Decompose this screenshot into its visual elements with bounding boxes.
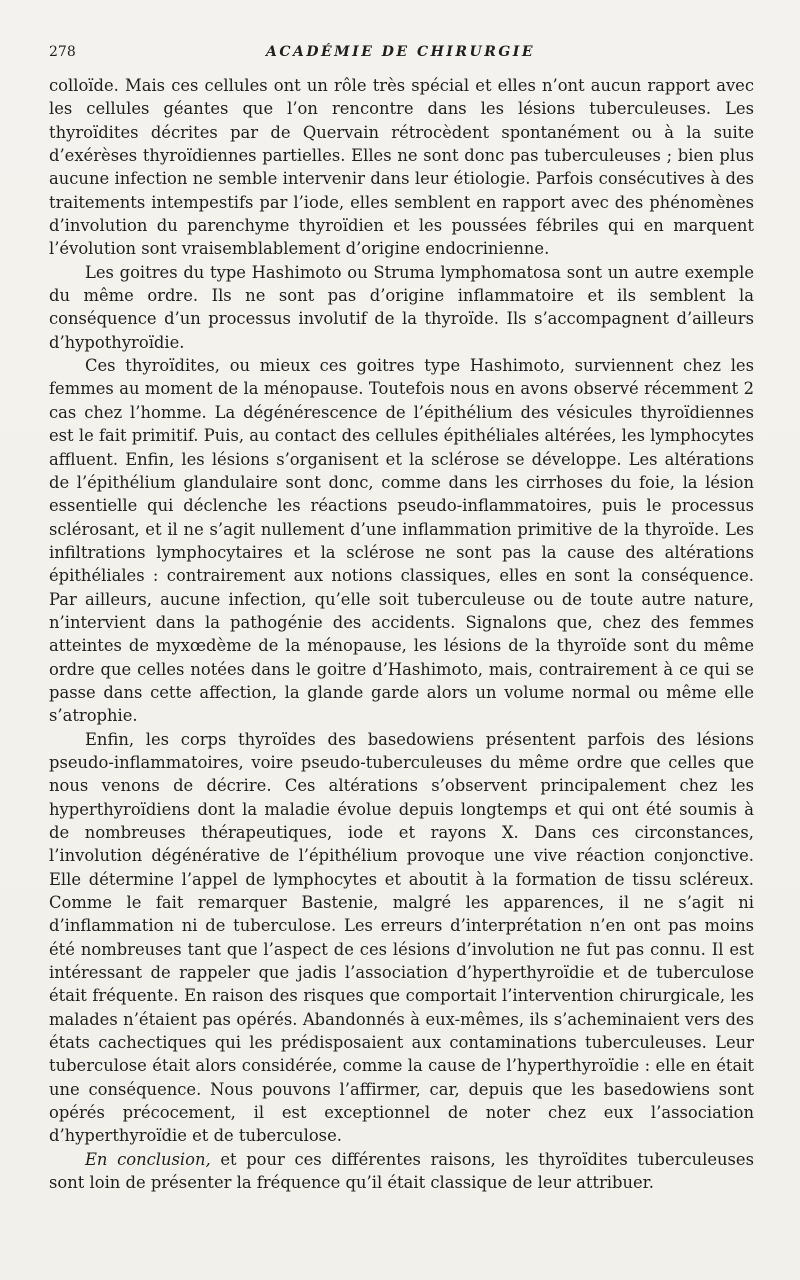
- page-header: [49, 44, 752, 66]
- body-text: [49, 74, 754, 1195]
- page-number: 278: [49, 44, 76, 60]
- paragraph-1-text: colloïde. Mais ces cellules ont un rôle très spécial et elles n’ont aucun rapport avec les cellules géantes que l’on rencontre dans les lésions tuberculeuses. Les thyroïdites décrites par de Quervain rétrocèdent spontanément ou à la suite d’exérèses thyroïdiennes partielles. Elles ne sont donc pas tuberculeuses ; bien plus aucune infection ne semble intervenir dans leur étiologie. Parfois consécutives à des traitements intempestifs par l’iode, elles semblent en rapport avec des phénomènes d’involution du parenchyme thyroïdien et les poussées fébriles qui en marquent l’évolution sont vraisemblablement d’origine endocrinienne.: [49, 76, 754, 259]
- paragraph-3: [49, 354, 754, 728]
- paragraph-5-lead: En conclusion,: [85, 1149, 211, 1169]
- paragraph-5: [49, 1148, 754, 1195]
- paragraph-2: [49, 261, 754, 354]
- paragraph-1: [49, 74, 754, 261]
- paragraph-2-text: Les goitres du type Hashimoto ou Struma lymphomatosa sont un autre exemple du même ordre. Ils ne sont pas d’origine inflammatoire et ils semblent la conséquence d’un processus involutif de la thyroïde. Ils s’accompagnent d’ailleurs d’hypothyroïdie.: [49, 262, 754, 352]
- paragraph-4-text: Enfin, les corps thyroïdes des basedowiens présentent parfois des lésions pseudo-inflammatoires, voire pseudo-tuberculeuses du même ordre que celles que nous venons de décrire. Ces altérations s’observent principalement chez les hyperthyroïdiens dont la maladie évolue depuis longtemps et qui ont été soumis à de nombreuses thérapeutiques, iode et rayons X. Dans ces circonstances, l’involution dégénérative de l’épithélium provoque une vive réaction conjonctive. Elle détermine l’appel de lymphocytes et aboutit à la formation de tissu scléreux. Comme le fait remarquer Bastenie, malgré les apparences, il ne s’agit ni d’inflammation ni de tuberculose. Les erreurs d’interprétation n’en ont pas moins été nombreuses tant que l’aspect de ces lésions d’involution ne fut pas connu. Il est intéressant de rappeler que jadis l’association d’hyperthyroïdie et de tuberculose était fréquente. En raison des risques que comportait l’intervention chirurgicale, les malades n’étaient pas opérés. Abandonnés à eux-mêmes, ils s’acheminaient vers des états cachectiques qui les prédisposaient aux contaminations tuberculeuses. Leur tuberculose était alors considérée, comme la cause de l’hyperthyroïdie : elle en était une conséquence. Nous pouvons l’affirmer, car, depuis que les basedowiens sont opérés précocement, il est exceptionnel de noter chez eux l’association d’hyperthyroïdie et de tuberculose.: [49, 729, 754, 1146]
- paragraph-3-text: Ces thyroïdites, ou mieux ces goitres type Hashimoto, surviennent chez les femmes au moment de la ménopause. Toutefois nous en avons observé récemment 2 cas chez l’homme. La dégénérescence de l’épithélium des vésicules thyroïdiennes est le fait primitif. Puis, au contact des cellules épithéliales altérées, les lymphocytes affluent. Enfin, les lésions s’organisent et la sclérose se développe. Les altérations de l’épithélium glandulaire sont donc, comme dans les cirrhoses du foie, la lésion essentielle qui déclenche les réactions pseudo-inflammatoires, puis le processus sclérosant, et il ne s’agit nullement d’une inflammation primitive de la thyroïde. Les infiltrations lymphocytaires et la sclérose ne sont pas la cause des altérations épithéliales : contrairement aux notions classiques, elles en sont la conséquence. Par ailleurs, aucune infection, qu’elle soit tuberculeuse ou de toute autre nature, n’intervient dans la pathogénie des accidents. Signalons que, chez des femmes atteintes de myxœdème de la ménopause, les lésions de la thyroïde sont du même ordre que celles notées dans le goitre d’Hashimoto, mais, contrairement à ce qui se passe dans cette affection, la glande garde alors un volume normal ou même elle s’atrophie.: [49, 356, 754, 726]
- paragraph-5-text: et pour ces différentes raisons, les thyroïdites tuberculeuses sont loin de présenter la fréquence qu’il était classique de leur attribuer.: [49, 1149, 754, 1193]
- running-title: ACADÉMIE DE CHIRURGIE: [265, 44, 536, 60]
- paragraph-4: [49, 728, 754, 1148]
